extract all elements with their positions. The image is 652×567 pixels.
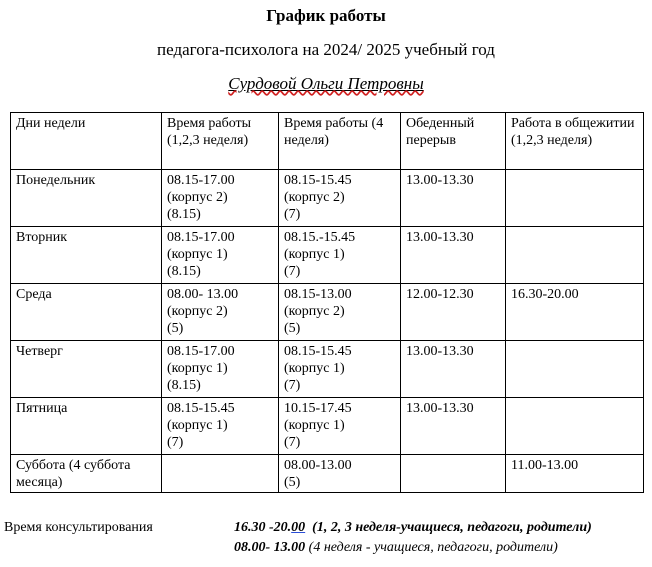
- cell-lunch: 13.00-13.30: [401, 398, 506, 455]
- cell-day: Четверг: [11, 341, 162, 398]
- consultation-audience-2: (4 неделя - учащиеся, педагоги, родители): [305, 540, 558, 555]
- hours: (7): [284, 264, 301, 279]
- cell-day: Пятница: [11, 398, 162, 455]
- consultation-line-1: [234, 518, 592, 538]
- document-title: График работы: [266, 6, 386, 25]
- hours: (7): [284, 207, 301, 222]
- time-range: 08.15-15.45: [284, 173, 352, 188]
- building: (корпус 2): [167, 190, 228, 205]
- cell-day: Среда: [11, 284, 162, 341]
- cell-dorm: 16.30-20.00: [506, 284, 644, 341]
- cell-time-4: [279, 455, 401, 493]
- building: (корпус 1): [167, 418, 228, 433]
- cell-time-4: [279, 284, 401, 341]
- time-range: 08.15.-15.45: [284, 230, 356, 245]
- building: (корпус 1): [284, 361, 345, 376]
- cell-time-123: [162, 170, 279, 227]
- cell-dorm: [506, 341, 644, 398]
- consultation-label: Время консультирования: [4, 520, 153, 535]
- hours: (5): [284, 321, 301, 336]
- hours: (5): [167, 321, 184, 336]
- cell-dorm: 11.00-13.00: [506, 455, 644, 493]
- hours: (8.15): [167, 378, 201, 393]
- cell-lunch: [401, 455, 506, 493]
- consultation-line-2: [234, 538, 558, 558]
- cell-dorm: [506, 398, 644, 455]
- cell-time-123: [162, 398, 279, 455]
- document-subtitle: педагога-психолога на 2024/ 2025 учебный год: [157, 40, 495, 59]
- time-range: 08.00-13.00: [284, 458, 352, 473]
- cell-day: Вторник: [11, 227, 162, 284]
- cell-dorm: [506, 170, 644, 227]
- person-name: Сурдовой Ольги Петровны: [228, 74, 424, 93]
- time-range: 08.15-17.00: [167, 173, 235, 188]
- table-row: [11, 398, 644, 455]
- time-range: 08.15-15.45: [284, 344, 352, 359]
- hours: (7): [167, 435, 184, 450]
- consultation-audience-1: (1, 2, 3 неделя-учащиеся, педагоги, родители): [305, 520, 592, 535]
- person-name-line: [0, 74, 652, 94]
- header-days: Дни недели: [11, 113, 162, 170]
- cell-day: Понедельник: [11, 170, 162, 227]
- hours: (8.15): [167, 264, 201, 279]
- table-row: [11, 227, 644, 284]
- cell-time-123: [162, 455, 279, 493]
- cell-lunch: 12.00-12.30: [401, 284, 506, 341]
- cell-time-4: [279, 341, 401, 398]
- time-range: 08.15-15.45: [167, 401, 235, 416]
- header-lunch: Обеденный перерыв: [401, 113, 506, 170]
- header-time-weeks-123: Время работы (1,2,3 неделя): [162, 113, 279, 170]
- hours: (8.15): [167, 207, 201, 222]
- building: (корпус 1): [167, 247, 228, 262]
- consultation-time-1b: 00: [291, 520, 306, 535]
- time-range: 10.15-17.45: [284, 401, 352, 416]
- table-row: [11, 455, 644, 493]
- time-range: 08.15-13.00: [284, 287, 352, 302]
- cell-time-123: [162, 284, 279, 341]
- hours: (7): [284, 378, 301, 393]
- consultation-time-1a: 16.30 -20.: [234, 520, 292, 535]
- cell-day: Суббота (4 суббота месяца): [11, 455, 162, 493]
- building: (корпус 2): [167, 304, 228, 319]
- hours: (5): [284, 475, 301, 490]
- hours: (7): [284, 435, 301, 450]
- table-header-row: [11, 113, 644, 170]
- cell-time-4: [279, 398, 401, 455]
- cell-lunch: 13.00-13.30: [401, 170, 506, 227]
- building: (корпус 1): [284, 418, 345, 433]
- table-row: [11, 170, 644, 227]
- time-range: 08.15-17.00: [167, 344, 235, 359]
- work-schedule-table: [10, 112, 644, 493]
- cell-time-123: [162, 341, 279, 398]
- header-time-week-4: Время работы (4 неделя): [279, 113, 401, 170]
- time-range: 08.15-17.00: [167, 230, 235, 245]
- building: (корпус 1): [167, 361, 228, 376]
- building: (корпус 2): [284, 190, 345, 205]
- cell-time-123: [162, 227, 279, 284]
- consultation-time-2: 08.00- 13.00: [234, 540, 306, 555]
- time-range: 08.00- 13.00: [167, 287, 239, 302]
- cell-lunch: 13.00-13.30: [401, 341, 506, 398]
- table-row: [11, 341, 644, 398]
- building: (корпус 2): [284, 304, 345, 319]
- table-row: [11, 284, 644, 341]
- cell-lunch: 13.00-13.30: [401, 227, 506, 284]
- cell-dorm: [506, 227, 644, 284]
- cell-time-4: [279, 227, 401, 284]
- header-dorm-work: Работа в общежитии (1,2,3 неделя): [506, 113, 644, 170]
- building: (корпус 1): [284, 247, 345, 262]
- cell-time-4: [279, 170, 401, 227]
